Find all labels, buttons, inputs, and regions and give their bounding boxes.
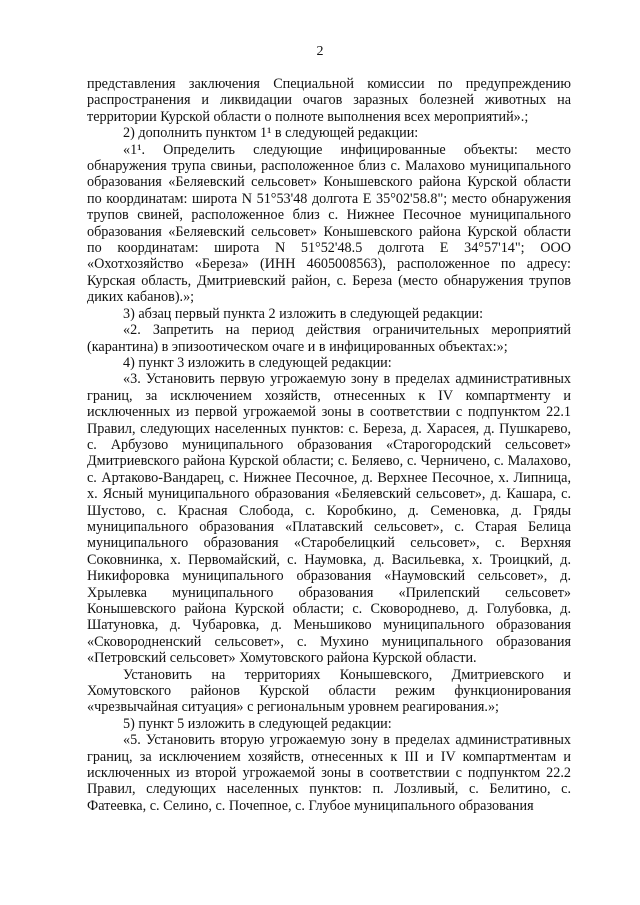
paragraph-item-5: 5) пункт 5 изложить в следующей редакции: [123,715,392,732]
document-body [87,76,571,814]
paragraph-emergency-regime: Установить на территориях Конышевского, Дмитриевского и Хомутовского районов Курской области режим функционирования «чрезвычайная ситуация» с региональным уровнем реагирования.»; [87,666,571,716]
page-number: 2 [316,44,324,59]
paragraph-continuation: представления заключения Специальной комиссии по предупреждению распространения и ликвидации очагов заразных болезней животных на территории Курской области о полноте выполнения всех мероприятий».; [87,76,571,125]
paragraph-point-2: «2. Запретить на период действия ограничительных мероприятий (карантина) в эпизоотическом очаге и в инфицированных объектах:»; [87,322,571,355]
paragraph-item-3: 3) абзац первый пункта 2 изложить в следующей редакции: [123,305,484,322]
paragraph-point-1-1: «1¹. Определить следующие инфицированные объекты: место обнаружения трупа свиньи, расположенное близ с. Малахово муниципального образования «Беляевский сельсовет» Конышевского района Курской области по координатам: широта N 51°53'48 долгота E 35°02'58.8"; место обнаружения трупов свиней, расположенное близ с. Нижнее Песочное муниципального образования «Беляевский сельсовет» Конышевского района Курской области по координатам: широта N 51°52'48.5 долгота E 34°57'14"; ООО «Охотхозяйство «Береза» (ИНН 4605008563), расположенное по адресу: Курская область, Дмитриевский район, с. Береза (место обнаружения трупов диких кабанов).»; [87,141,571,306]
paragraph-item-2: 2) дополнить пунктом 1¹ в следующей редакции: [123,125,419,142]
paragraph-item-4: 4) пункт 3 изложить в следующей редакции: [123,354,392,371]
paragraph-point-5: «5. Установить вторую угрожаемую зону в пределах административных границ, за исключением хозяйств, отнесенных к III и IV компартментам и исключенных из второй угрожаемой зоны в соответствии с подпунктом 22.2 Правил, следующих населенных пунктов: п. Лозливый, с. Белитино, с. Фатеевка, с. Селино, с. Почепное, с. Глубое муниципального образования [87,732,571,814]
paragraph-point-3: «3. Установить первую угрожаемую зону в пределах административных границ, за исключением хозяйств, отнесенных к IV компартменту и исключенных из первой угрожаемой зоны в соответствии с подпунктом 22.1 Правил, следующих населенных пунктов: с. Береза, д. Харасея, д. Пушкарево, с. Арбузово муниципального образования «Старогородский сельсовет» Дмитриевского района Курской области; с. Беляево, с. Черничено, с. Малахово, с. Артаково-Вандарец, с. Нижнее Песочное, д. Верхнее Песочное, х. Липница, х. Ясный муниципального образования «Беляевский сельсовет», д. Кашара, с. Шустово, с. Красная Слобода, с. Коробкино, д. Семеновка, д. Гряды муниципального образования «Платавский сельсовет», с. Старая Белица муниципального образования «Старобелицкий сельсовет», с. Верхняя Соковнинка, х. Первомайский, с. Наумовка, д. Васильевка, х. Троицкий, д. Никифоровка муниципального образования «Наумовский сельсовет», д. Хрылевка муниципального образования «Прилепский сельсовет» Конышевского района Курской области; с. Сковороднево, д. Голубовка, д. Шатуновка, д. Чубаровка, д. Меньшиково муниципального образования «Сковородненский сельсовет», с. Мухино муниципального образования «Петровский сельсовет» Хомутовского района Курской области. [87,371,571,667]
